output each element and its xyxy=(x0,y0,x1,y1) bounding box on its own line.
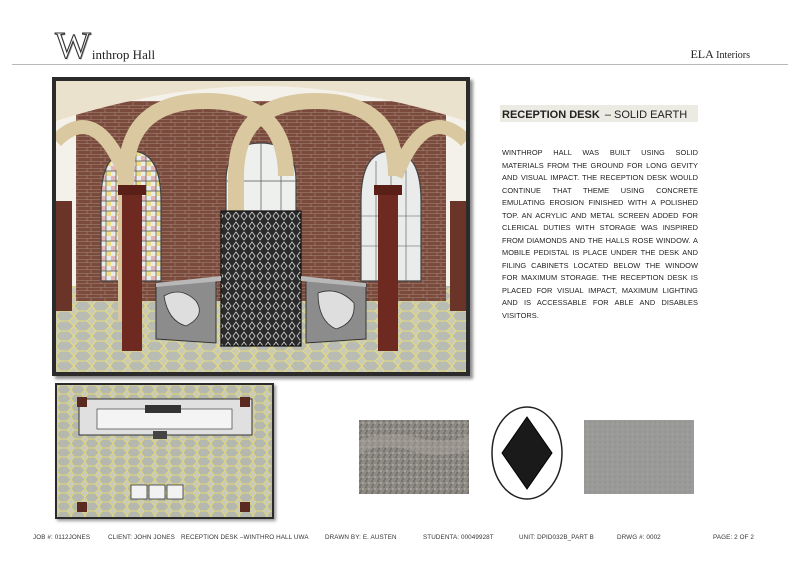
title-rest: – SOLID EARTH xyxy=(601,109,688,121)
footer-drawing-number: DRWG #: 0002 xyxy=(617,534,661,541)
design-description: WINTHROP HALL WAS BUILT USING SOLID MATERIALS FROM THE GROUND FOR LONG GEVITY AND VISUAL IMPACT. THE RECEPTION DESK WOULD CONTINUE THAT THEME USING CONCRETE EMULATING EROSION FINISHED WITH A POLISHED TOP. AN ACRYLIC AND METAL SCREEN ADDED FOR CLERICAL DUTIES WITH STORAGE WAS INSPIRED FROM DIAMONDS AND THE HALLS ROSE WINDOW. A MOBILE PEDISTAL IS PLACE UNDER THE DESK AND FILING CABINETS LOCATED BELOW THE WINDOW FOR MAXIMUM STORAGE. THE RECEPTION DESK IS PLACED FOR VISUAL IMPACT, MAXIMUM LIGHTING AND IS ACCESSABLE FOR ABLE AND DISABLES VISITORS. xyxy=(502,148,698,320)
brand-main: ELA xyxy=(690,47,714,61)
logo-text: inthrop Hall xyxy=(91,47,156,62)
footer-job: JOB #: 0112JONES xyxy=(33,534,91,541)
brand-sub: Interiors xyxy=(716,50,750,61)
footer-project: RECEPTION DESK –WINTHRO HALL UWA xyxy=(181,534,309,541)
title-bold: RECEPTION DESK xyxy=(502,109,600,121)
polished-concrete-swatch xyxy=(584,420,694,494)
diamond-motif-sample xyxy=(490,405,564,501)
footer-unit: UNIT: DPID032B_PART B xyxy=(519,534,594,541)
header-divider xyxy=(12,64,788,65)
plan-view-drawing xyxy=(55,383,274,519)
perspective-rendering-frame xyxy=(52,77,470,376)
footer-page: PAGE: 2 OF 2 xyxy=(713,534,754,541)
concrete-sample-swatch xyxy=(359,420,469,494)
winthrop-hall-logo xyxy=(55,25,156,67)
footer-student: STUDENTA: 00049928T xyxy=(423,534,494,541)
reception-desk-title xyxy=(500,105,698,122)
footer-drawn-by: DRAWN BY: E. AUSTEN xyxy=(325,534,397,541)
company-brand xyxy=(690,47,750,62)
logo-initial: W xyxy=(55,25,91,67)
footer-client: CLIENT: JOHN JONES xyxy=(108,534,175,541)
plan-view xyxy=(57,385,272,517)
perspective-rendering xyxy=(56,81,466,372)
